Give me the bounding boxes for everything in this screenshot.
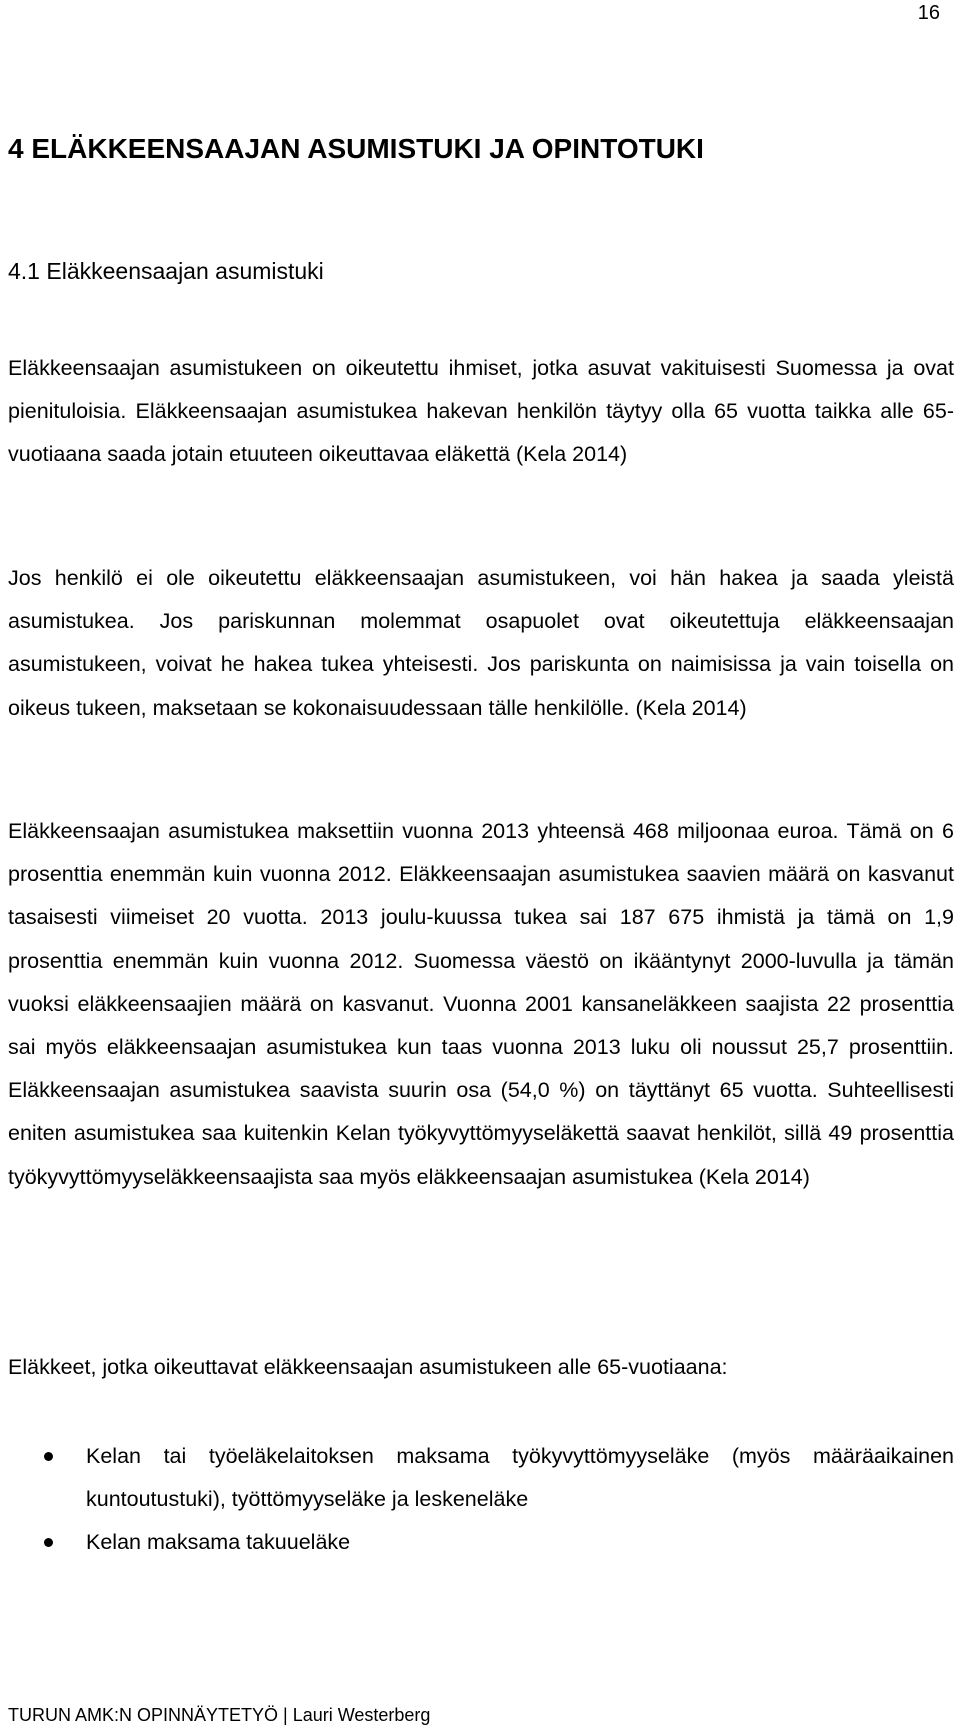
list-item-text: Kelan maksama takuueläke: [86, 1530, 351, 1555]
page-number: 16: [917, 2, 940, 24]
bullet-list: [0, 1435, 954, 1565]
section-heading: 4.1 Eläkkeensaajan asumistuki: [8, 258, 324, 284]
bullet-icon: [44, 1452, 53, 1461]
body-paragraph: Jos henkilö ei ole oikeutettu eläkkeensaajan asumistukeen, voi hän hakea ja saada yleistä asumistukea. Jos pariskunnan molemmat osapuolet ovat oikeutettuja eläkkeensaajan asumistukeen, voivat he hakea tukea yhteisesti. Jos pariskunta on naimisissa ja vain toisella on oikeus tukeen, maksetaan se kokonaisuudessaan tälle henkilölle. (Kela 2014): [8, 566, 954, 720]
list-item: [0, 1435, 954, 1521]
body-paragraph: Eläkkeet, jotka oikeuttavat eläkkeensaajan asumistukeen alle 65-vuotiaana:: [8, 1355, 728, 1379]
list-item-text: Kelan tai työeläkelaitoksen maksama työkyvyttömyyseläke (myös määräaikainen kuntoutustuki), työttömyyseläke ja leskeneläke: [86, 1444, 954, 1512]
list-item: [0, 1521, 954, 1564]
chapter-heading: 4 ELÄKKEENSAAJAN ASUMISTUKI JA OPINTOTUKI: [8, 133, 704, 164]
bullet-icon: [44, 1538, 53, 1547]
body-paragraph: Eläkkeensaajan asumistukeen on oikeutettu ihmiset, jotka asuvat vakituisesti Suomessa ja ovat pienituloisia. Eläkkeensaajan asumistukea hakevan henkilön täytyy olla 65 vuotta taikka alle 65-vuotiaana saada jotain etuuteen oikeuttavaa eläkettä (Kela 2014): [8, 356, 954, 467]
page-footer: TURUN AMK:N OPINNÄYTETYÖ | Lauri Westerberg: [8, 1705, 431, 1725]
body-paragraph: Eläkkeensaajan asumistukea maksettiin vuonna 2013 yhteensä 468 miljoonaa euroa. Tämä on 6 prosenttia enemmän kuin vuonna 2012. Eläkkeensaajan asumistukea saavien määrä on kasvanut tasaisesti viimeiset 20 vuotta. 2013 joulu-kuussa tukea sai 187 675 ihmistä ja tämä on 1,9 prosenttia enemmän kuin vuonna 2012. Suomessa väestö on ikääntynyt 2000-luvulla ja tämän vuoksi eläkkeensaajien määrä on kasvanut. Vuonna 2001 kansaneläkkeen saajista 22 prosenttia sai myös eläkkeensaajan asumistukea kun taas vuonna 2013 luku oli noussut 25,7 prosenttiin. Eläkkeensaajan asumistukea saavista suurin osa (54,0 %) on täyttänyt 65 vuotta. Suhteellisesti eniten asumistukea saa kuitenkin Kelan työkyvyttömyyseläkettä saavat henkilöt, sillä 49 prosenttia työkyvyttömyyseläkkeensaajista saa myös eläkkeensaajan asumistukea (Kela 2014): [8, 819, 954, 1189]
